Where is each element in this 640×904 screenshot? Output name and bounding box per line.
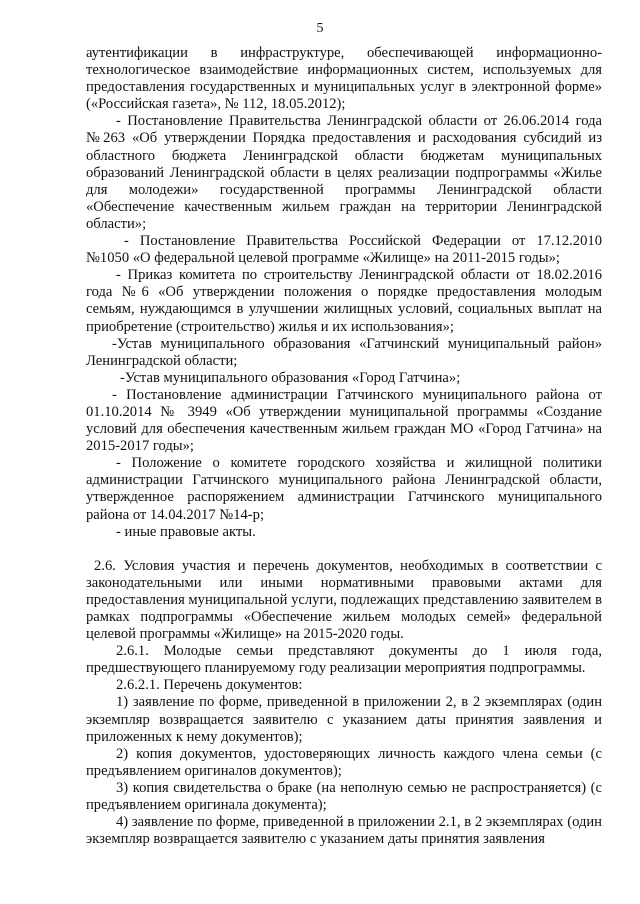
paragraph-lo-resolution-263: - Постановление Правительства Ленинградской области от 26.06.2014 года №263 «Об утверждении Порядка предоставления и расходования субсидий из областного бюджета Ленинградской области бюджетам муниципальных образований Ленинградской области в целях реализации подпрограммы «Жилье для молодежи» государственной программы Ленинградской области «Обеспечение качественным жильем граждан на территории Ленинградской области»; (86, 113, 602, 232)
paragraph-district-resolution-3949: - Постановление администрации Гатчинского муниципального района от 01.10.2014 № 3949 «Об утверждении муниципальной программы «Создание условий для обеспечения качественным жильем граждан МО «Город Гатчина» на 2015-2017 годы»; (86, 386, 602, 455)
paragraph-auth-continuation: аутентификации в инфраструктуре, обеспечивающей информационно-технологическое взаимодействие информационных систем, используемых для предоставления государственных и муниципальных услуг в электронной форме» («Российская газета», № 112, 18.05.2012); (86, 45, 602, 113)
paragraph-section-2-6: 2.6. Условия участия и перечень документов, необходимых в соответствии с законодательными или иными нормативными правовыми актами для предоставления муниципальной услуги, подлежащих представлению заявителем в рамках подпрограммы «Обеспечение жильем молодых семей» федеральной целевой программы «Жилище» на 2015-2020 годы. (86, 557, 602, 643)
paragraph-2-6-2-1-heading: 2.6.2.1. Перечень документов: (116, 677, 303, 694)
list-item-2: 2) копия документов, удостоверяющих личность каждого члена семьи (с предъявлением оригиналов документов); (86, 745, 602, 779)
paragraph-construction-order-6: - Приказ комитета по строительству Ленинградской области от 18.02.2016 года №6 «Об утверждении положения о порядке предоставления молодым семьям, нуждающимся в улучшении жилищных условий, социальных выплат на приобретение (строительство) жилья и их использования»; (86, 267, 602, 335)
page-number: 5 (316, 21, 324, 36)
paragraph-city-charter: -Устав муниципального образования «Город Гатчина»; (120, 369, 461, 386)
list-item-4: 4) заявление по форме, приведенной в приложении 2.1, в 2 экземплярах (один экземпляр возвращается заявителю с указанием даты принятия заявления (86, 814, 602, 848)
paragraph-2-6-1: 2.6.1. Молодые семьи представляют документы до 1 июля года, предшествующего планируемому году реализации мероприятия подпрограммы. (86, 643, 602, 677)
list-item-3: 3) копия свидетельства о браке (на неполную семью не распространяется) (с предъявлением оригинала документа); (86, 779, 602, 814)
list-item-1: 1) заявление по форме, приведенной в приложении 2, в 2 экземплярах (один экземпляр возвращается заявителю с указанием даты принятия заявления и приложенных к нему документов); (86, 694, 602, 745)
document-body (86, 45, 602, 848)
paragraph-other-acts: - иные правовые акты. (116, 523, 256, 540)
paragraph-district-charter: -Устав муниципального образования «Гатчинский муниципальный район» Ленинградской области; (86, 335, 602, 369)
section-gap (86, 541, 602, 558)
paragraph-committee-regulation: - Положение о комитете городского хозяйства и жилищной политики администрации Гатчинского муниципального района Ленинградской области, утвержденное распоряжением администрации Гатчинского муниципального района от 14.04.2017 №14-р; (86, 455, 602, 523)
paragraph-rf-resolution-1050: - Постановление Правительства Российской Федерации от 17.12.2010 №1050 «О федеральной целевой программе «Жилище» на 2011-2015 годы»; (86, 233, 602, 267)
